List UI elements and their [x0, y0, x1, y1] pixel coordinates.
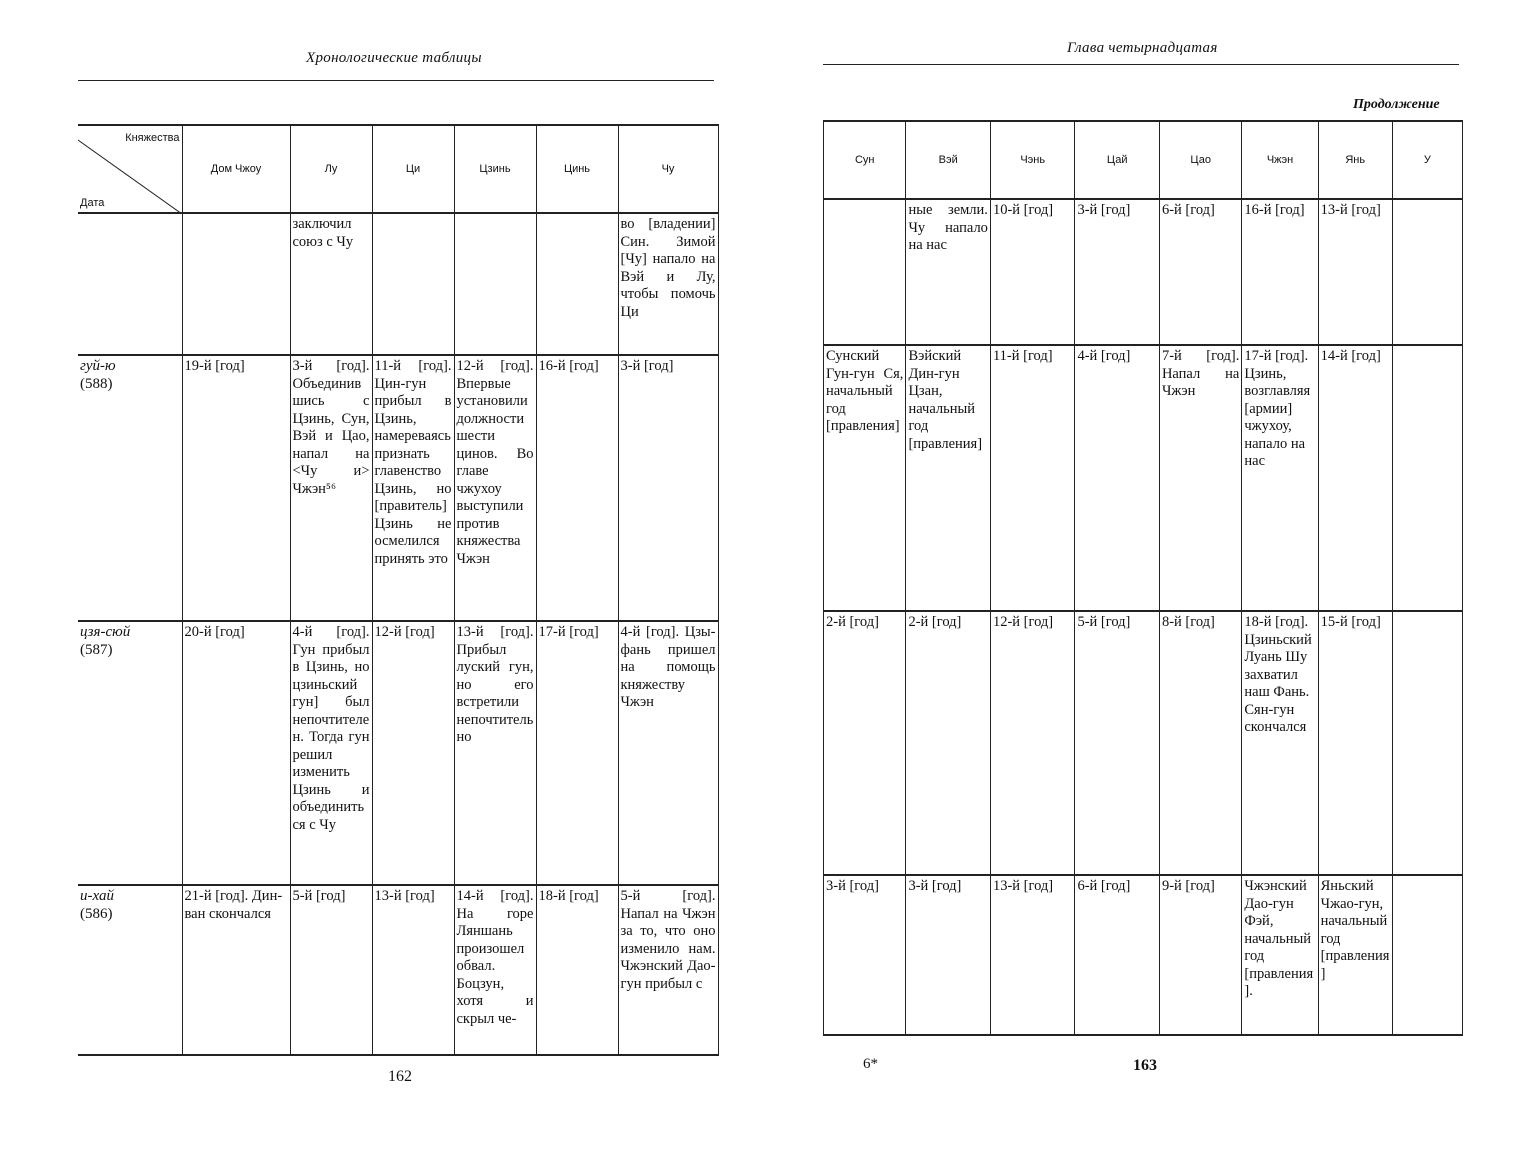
table-cell: 18-й [год]: [536, 885, 618, 1055]
table-cell: 12-й [год]: [990, 611, 1075, 875]
date-cell: [78, 885, 182, 1055]
table-row: [78, 885, 718, 1055]
column-header: Вэй: [906, 121, 991, 199]
table-row: [78, 213, 718, 355]
running-head-right: Глава четырнадцатая: [1067, 40, 1218, 56]
table-cell: 13-й [год]: [990, 875, 1075, 1035]
table-cell: 19-й [год]: [182, 355, 290, 621]
date-year: (586): [80, 905, 113, 922]
table-cell: 10-й [год]: [990, 199, 1075, 345]
table-cell: [372, 213, 454, 355]
table-cell: [536, 213, 618, 355]
table-cell: 17-й [год]. Цзинь, возглавляя [армии] чжухоу, напало на нас: [1242, 345, 1318, 611]
table-cell: [1392, 345, 1462, 611]
table-row: [824, 345, 1463, 611]
table-cell: Яньский Чжао-гун, начальный год [правления]: [1318, 875, 1392, 1035]
printer-signature: 6*: [863, 1056, 878, 1072]
running-head-left: Хронологические таблицы: [306, 50, 482, 66]
table-cell: 16-й [год]: [536, 355, 618, 621]
date-cyclical-name: гуй-ю: [80, 358, 116, 374]
column-header: Янь: [1318, 121, 1392, 199]
table-row: [824, 199, 1463, 345]
column-header: Дом Чжоу: [182, 125, 290, 213]
chronology-table-left: [78, 124, 719, 1056]
table-cell: 8-й [год]: [1159, 611, 1241, 875]
table-cell: 4-й [год]. Цзы-фань пришел на помощь княжеству Чжэн: [618, 621, 718, 885]
table-cell: 12-й [год]: [372, 621, 454, 885]
table-cell: 3-й [год]: [824, 875, 906, 1035]
table-cell: Чжэнский Дао-гун Фэй, начальный год [правления].: [1242, 875, 1318, 1035]
table-cell: 6-й [год]: [1075, 875, 1160, 1035]
date-cell: [78, 355, 182, 621]
table-cell: 3-й [год]. Объединившись с Цзинь, Сун, Вэй и Цао, напал на <Чу и> Чжэн⁵⁶: [290, 355, 372, 621]
table-cell: 6-й [год]: [1159, 199, 1241, 345]
date-year: (587): [80, 641, 113, 658]
table-cell: 14-й [год]: [1318, 345, 1392, 611]
column-header: Сун: [824, 121, 906, 199]
page-number-right: 163: [1133, 1057, 1157, 1074]
table-cell: 3-й [год]: [906, 875, 991, 1035]
table-cell: 5-й [год]: [1075, 611, 1160, 875]
table-cell: [1392, 199, 1462, 345]
table-cell: 9-й [год]: [1159, 875, 1241, 1035]
table-cell: 13-й [год]. Прибыл луский гун, но его встретили непочтительно: [454, 621, 536, 885]
continued-label: Продолжение: [1353, 97, 1440, 112]
page-number-left: 162: [388, 1068, 412, 1085]
table-row: [78, 621, 718, 885]
table-cell: [1392, 875, 1462, 1035]
date-cyclical-name: и-хай: [80, 888, 114, 904]
table-cell: 2-й [год]: [824, 611, 906, 875]
table-cell: ные земли. Чу напало на нас: [906, 199, 991, 345]
table-cell: 17-й [год]: [536, 621, 618, 885]
table-cell: 5-й [год]: [290, 885, 372, 1055]
table-row: [78, 355, 718, 621]
table-cell: [1392, 611, 1462, 875]
table-cell: 21-й [год]. Дин-ван скончался: [182, 885, 290, 1055]
table-cell: заключил союз с Чу: [290, 213, 372, 355]
column-header: Чжэн: [1242, 121, 1318, 199]
column-header: Чэнь: [990, 121, 1075, 199]
table-cell: [824, 199, 906, 345]
table-cell: [454, 213, 536, 355]
column-header: У: [1392, 121, 1462, 199]
header-principalities-label: Княжества: [125, 132, 180, 144]
table-cell: 11-й [год]: [990, 345, 1075, 611]
table-cell: 3-й [год]: [618, 355, 718, 621]
column-header: Цао: [1159, 121, 1241, 199]
table-cell: 12-й [год]. Впервые установили должности шести цинов. Во главе чжухоу выступили против княжества Чжэн: [454, 355, 536, 621]
chronology-table-right: [823, 120, 1463, 1036]
corner-header-cell: [78, 125, 182, 213]
column-header: Цзинь: [454, 125, 536, 213]
table-cell: 4-й [год]. Гун прибыл в Цзинь, но цзиньский гун] был непочтителен. Тогда гун решил изменить Цзинь и объединиться с Чу: [290, 621, 372, 885]
table-row: [824, 875, 1463, 1035]
header-rule-right: [823, 64, 1459, 65]
table-cell: 5-й [год]. Напал на Чжэн за то, что оно изменило нам. Чжэнский Дао-гун прибыл с: [618, 885, 718, 1055]
date-cell: [78, 621, 182, 885]
date-cell: [78, 213, 182, 355]
table-cell: 11-й [год]. Цин-гун прибыл в Цзинь, намереваясь признать главенство Цзинь, но [правитель] Цзинь не осмелился принять это: [372, 355, 454, 621]
table-cell: 4-й [год]: [1075, 345, 1160, 611]
right-page: [761, 0, 1522, 1152]
table-cell: 14-й [год]. На горе Ляншань произошел обвал. Боцзун, хотя и скрыл че-: [454, 885, 536, 1055]
table-cell: 13-й [год]: [372, 885, 454, 1055]
table-cell: Сунский Гун-гун Ся, начальный год [правления]: [824, 345, 906, 611]
header-rule-left: [78, 80, 714, 81]
table-row: [824, 611, 1463, 875]
table-cell: 20-й [год]: [182, 621, 290, 885]
column-header: Цинь: [536, 125, 618, 213]
column-header: Цай: [1075, 121, 1160, 199]
date-year: (588): [80, 375, 113, 392]
table-header-row: [824, 121, 1463, 199]
column-header: Лу: [290, 125, 372, 213]
table-cell: 18-й [год]. Цзиньский Луань Шу захватил наш Фань. Сян-гун скончался: [1242, 611, 1318, 875]
table-cell: 13-й [год]: [1318, 199, 1392, 345]
table-cell: 7-й [год]. Напал на Чжэн: [1159, 345, 1241, 611]
table-cell: 16-й [год]: [1242, 199, 1318, 345]
column-header: Чу: [618, 125, 718, 213]
table-header-row: [78, 125, 718, 213]
table-cell: 15-й [год]: [1318, 611, 1392, 875]
header-date-label: Дата: [80, 197, 105, 209]
column-header: Ци: [372, 125, 454, 213]
table-cell: [182, 213, 290, 355]
date-cyclical-name: цзя-сюй: [80, 624, 131, 640]
table-cell: во [владении] Син. Зимой [Чу] напало на Вэй и Лу, чтобы помочь Ци: [618, 213, 718, 355]
table-cell: 2-й [год]: [906, 611, 991, 875]
table-cell: Вэйский Дин-гун Цзан, начальный год [правления]: [906, 345, 991, 611]
table-cell: 3-й [год]: [1075, 199, 1160, 345]
